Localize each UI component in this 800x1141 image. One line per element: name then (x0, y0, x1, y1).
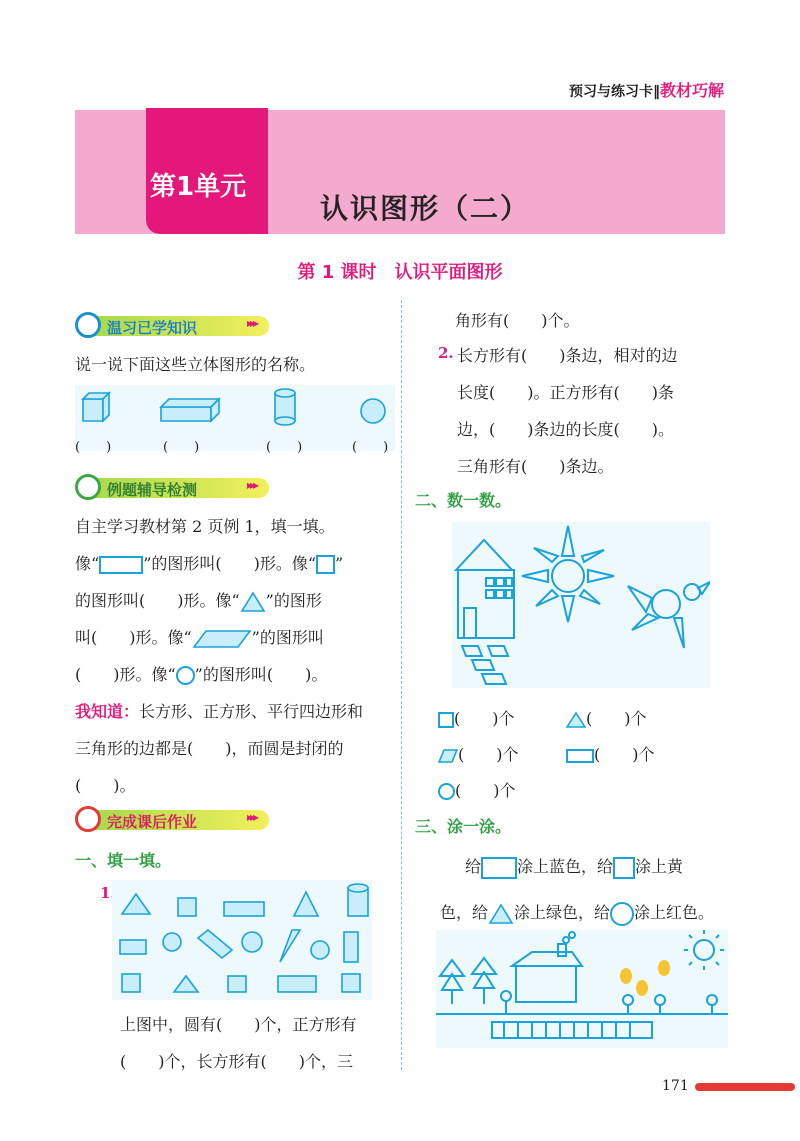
clock-icon (75, 806, 101, 832)
chicks-figure (620, 960, 670, 996)
blank-sphere: ( ) (352, 440, 389, 455)
coloring-scene (436, 930, 728, 1048)
triangle-shape (122, 894, 150, 914)
cuboid-shape (120, 940, 146, 954)
house-figure (456, 540, 514, 684)
square-shape (178, 898, 196, 916)
trees-figure (440, 958, 496, 1004)
count-row-3 (438, 772, 728, 808)
square-icon (613, 857, 635, 879)
circle-icon (610, 902, 634, 926)
series-header (569, 78, 724, 101)
cuboid-icon (161, 399, 219, 421)
q2-text (457, 337, 732, 485)
unit-label: 第1单元 (150, 172, 247, 202)
square-shape (342, 974, 360, 992)
house-figure (512, 932, 582, 1002)
example-line3: 的图形叫( )形。像“ ”的图形 (75, 582, 395, 619)
parallelogram-icon (192, 629, 252, 649)
square-icon (438, 712, 454, 728)
know-line1: 我知道：长方形、正方形、平行四边形和 (75, 702, 364, 721)
blank-cylinder: ( ) (266, 440, 303, 455)
q1-line1: 上图中，圆有( )个，正方形有 (120, 1015, 357, 1034)
solid-shapes-figure (75, 385, 395, 451)
homework-badge (75, 808, 275, 834)
unit-title: 认识图形（二） (320, 192, 531, 225)
cylinder-top (348, 884, 368, 892)
sun-figure (684, 930, 724, 970)
q1-text (120, 1006, 357, 1080)
review-badge (75, 314, 275, 340)
circle-icon (438, 783, 455, 800)
q1-line2: ( )个，长方形有( )个，三 (120, 1052, 353, 1071)
know-line3: ( )。 (75, 776, 136, 795)
page-number: 171 (662, 1078, 689, 1094)
circle-shape (163, 933, 181, 951)
arrows-icon: ▸▸▸ (247, 316, 257, 330)
review-badge-label: 温习已学知识 (107, 319, 198, 337)
square-shape (228, 976, 246, 992)
count-square: ( )个 (454, 709, 515, 728)
triangle-icon (488, 903, 514, 925)
rectangle-icon (99, 556, 143, 574)
triangle-icon (240, 591, 266, 613)
sun-figure (522, 526, 614, 622)
q1-number: 1. (100, 884, 116, 902)
know-line2: 三角形的边都是( )，而圆是封闭的 (75, 739, 344, 758)
header-separator: ‖ (652, 84, 660, 100)
series-name: 预习与练习卡 (568, 84, 653, 100)
rectangle-tilted-shape (198, 930, 232, 958)
color-line2: 色，给 涂上绿色，给 涂上红色。 (440, 890, 730, 936)
count-row-1 (438, 700, 728, 736)
arrows-icon: ▸▸▸ (247, 478, 257, 492)
color-heading: 三、涂一涂。 (415, 817, 512, 836)
blank-cuboid: ( ) (163, 440, 200, 455)
example-body (75, 508, 395, 804)
rectangle-icon (481, 857, 517, 879)
example-badge-label: 例题辅导检测 (107, 481, 198, 499)
color-instructions (440, 844, 730, 936)
plane-shapes-figure (112, 880, 372, 1000)
rectangle-icon (566, 749, 594, 763)
parallelogram-icon (438, 749, 458, 763)
rectangle-shape (224, 902, 264, 916)
triangle-icon (566, 712, 586, 728)
count-answers (438, 700, 728, 808)
count-circle: ( )个 (455, 781, 516, 800)
example-line5: ( )形。像“ ”的图形叫( )。 (75, 665, 328, 684)
cylinder-icon (275, 389, 295, 425)
homework-badge-label: 完成课后作业 (107, 813, 198, 831)
square-shape (122, 974, 140, 992)
count-triangle: ( )个 (586, 709, 647, 728)
rectangle-shape (344, 932, 358, 962)
circle-shape (311, 941, 329, 959)
fence-figure (492, 1022, 652, 1038)
blank-cube: ( ) (75, 440, 112, 455)
example-badge (75, 476, 275, 502)
lesson-title: 第 1 课时 认识平面图形 (297, 262, 503, 283)
count-rectangle: ( )个 (594, 745, 655, 764)
q2-line4: 三角形有( )条边。 (457, 457, 614, 476)
circle-shape (242, 932, 262, 952)
triangle-shape (174, 976, 198, 992)
q2-number: 2. (438, 344, 454, 362)
q2-line2: 长度( )。正方形有( )条 (457, 383, 674, 402)
count-heading: 二、数一数。 (415, 491, 512, 510)
footer-bar (695, 1083, 795, 1091)
example-line1: 自主学习教材第 2 页例 1，填一填。 (75, 517, 335, 536)
fill-heading: 一、填一填。 (75, 851, 172, 870)
circle-icon (176, 666, 195, 685)
arrows-icon: ▸▸▸ (247, 810, 257, 824)
sphere-icon (361, 399, 385, 423)
brand-name: 教材巧解 (659, 81, 724, 100)
count-row-2 (438, 736, 728, 772)
bird-figure (628, 582, 710, 648)
q2-line1: 长方形有( )条边，相对的边 (457, 346, 678, 365)
know-label: 我知道： (75, 702, 140, 721)
clock-icon (75, 474, 101, 500)
count-parallelogram: ( )个 (458, 745, 519, 764)
cube-icon (83, 393, 109, 421)
example-line4: 叫( )形。像“ ”的图形叫 (75, 628, 324, 647)
shape-picture (452, 522, 710, 688)
example-line2: 像“ ”的图形叫( )形。像“ ” (75, 554, 344, 573)
square-icon (316, 555, 335, 574)
clock-icon (75, 312, 101, 338)
q1-continuation: 角形有( )个。 (455, 311, 580, 330)
q2-line3: 边，( )条边的长度( )。 (457, 420, 674, 439)
column-divider (401, 300, 402, 1070)
triangle-shape (294, 892, 318, 916)
rectangle-shape (278, 976, 316, 992)
triangle-shape (280, 930, 300, 962)
review-prompt: 说一说下面这些立体图形的名称。 (75, 355, 316, 374)
color-line1: 给 涂上蓝色，给 涂上黄 (440, 844, 730, 890)
